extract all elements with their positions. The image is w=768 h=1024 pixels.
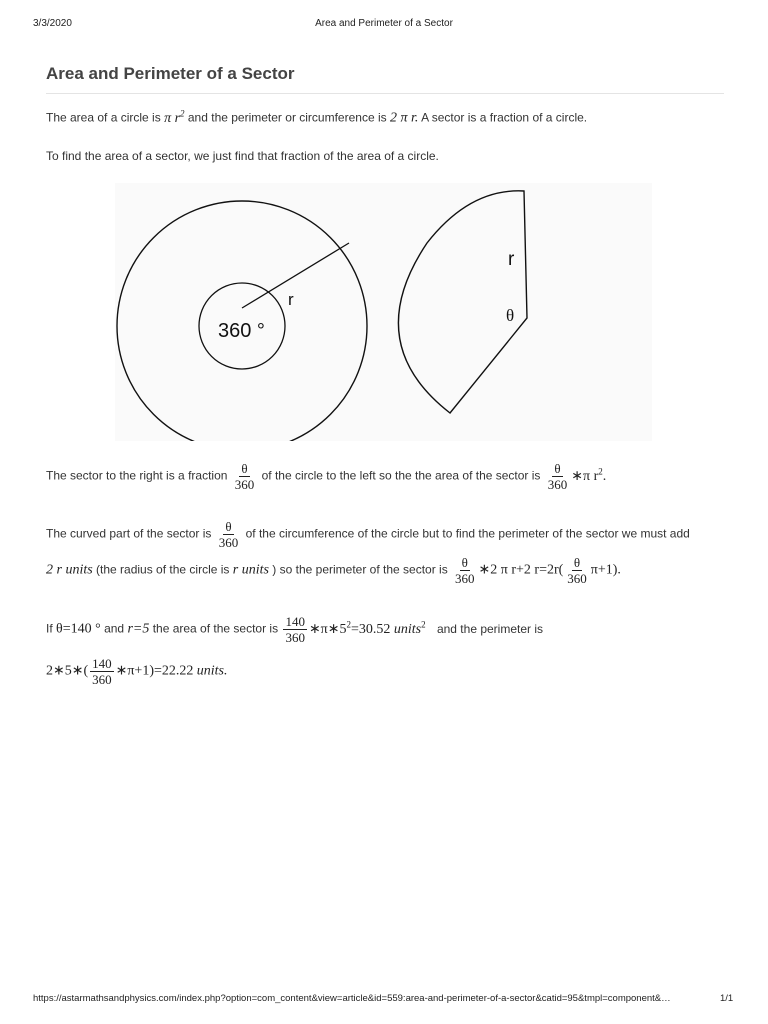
math-r-units: r units	[232, 562, 269, 578]
text-segment: the area of the sector is	[152, 621, 279, 636]
math-pi-r-squared: π $r^2$	[164, 108, 185, 126]
paragraph-worked-example	[46, 614, 543, 645]
text-segment: If	[46, 621, 53, 636]
paragraph-perimeter-formula	[46, 555, 621, 586]
math-perimeter-result: ∗π+1)=22.22	[115, 663, 194, 679]
paragraph-circle-formulas	[46, 108, 587, 127]
text-segment: ) so the perimeter of the sector is	[272, 562, 448, 577]
print-url: https://astarmathsandphysics.com/index.php?option=com_content&view=article&id=559:area-and-perimeter-of-a-sector&catid=95&tmpl=component&…	[33, 993, 671, 1004]
page-number: 1/1	[720, 993, 734, 1004]
title-divider	[46, 93, 724, 94]
fraction-theta-360: $\frac{\theta}{360}$	[567, 555, 587, 586]
print-title: Area and Perimeter of a Sector	[315, 18, 453, 29]
paragraph-sector-area	[46, 461, 606, 492]
math-2r-units: 2 r units	[46, 562, 93, 578]
math-theta-140: θ=140 °	[56, 621, 101, 637]
text-segment: of the circle to the left so the the area of the sector is	[261, 468, 541, 483]
math-2-pi-r: 2 π r.	[389, 110, 419, 126]
math-area-expression: ∗π $r^2$.	[571, 466, 607, 484]
print-date: 3/3/2020	[33, 18, 72, 29]
circle-radius-line	[242, 243, 349, 308]
paragraph-sector-perimeter	[46, 519, 690, 550]
circle-and-sector-figure	[115, 183, 652, 441]
page-title: Area and Perimeter of a Sector	[46, 64, 295, 83]
text-segment: (the radius of the circle is	[96, 562, 230, 577]
text-segment: The curved part of the sector is	[46, 526, 212, 541]
circle-angle-label: 360 °	[218, 320, 265, 342]
fraction-theta-360: $\frac{\theta}{360}$	[455, 555, 475, 586]
fraction-theta-360: $\frac{\theta}{360}$	[218, 519, 239, 550]
text-segment: The area of a circle is	[46, 110, 161, 125]
fraction-140-360: $\frac{140}{360}$	[285, 614, 305, 645]
text-segment: A sector is a fraction of a circle.	[421, 110, 588, 125]
text-segment: and the perimeter is	[436, 621, 544, 636]
math-perimeter-expression-end: π+1).	[590, 562, 621, 578]
math-area-result: $∗\pi∗5^2=30.52$ units$^2$	[308, 619, 426, 637]
sector-angle-label: θ	[506, 306, 515, 325]
sector-radius-label: r	[508, 249, 515, 270]
text-segment: and	[104, 621, 125, 636]
math-perimeter-expression: ∗2 π r+2 r=2r(	[478, 562, 564, 578]
text-segment: The sector to the right is a fraction	[46, 468, 228, 483]
sector-shape	[398, 191, 527, 413]
text-segment: and the perimeter or circumference is	[187, 110, 387, 125]
paragraph-perimeter-result	[46, 656, 227, 687]
circle-radius-label: r	[288, 290, 294, 309]
text-segment: of the circumference of the circle but to find the perimeter of the sector we must add	[245, 526, 690, 541]
fraction-140-360: $\frac{140}{360}$	[92, 656, 112, 687]
fraction-theta-360: $\frac{\theta}{360}$	[234, 461, 255, 492]
math-perimeter-result-start: 2∗5∗(	[46, 663, 89, 679]
math-r-5: r=5	[127, 621, 150, 637]
paragraph-find-area: To find the area of a sector, we just find that fraction of the area of a circle.	[46, 149, 439, 163]
fraction-theta-360: $\frac{\theta}{360}$	[547, 461, 568, 492]
math-units: units.	[196, 663, 228, 679]
